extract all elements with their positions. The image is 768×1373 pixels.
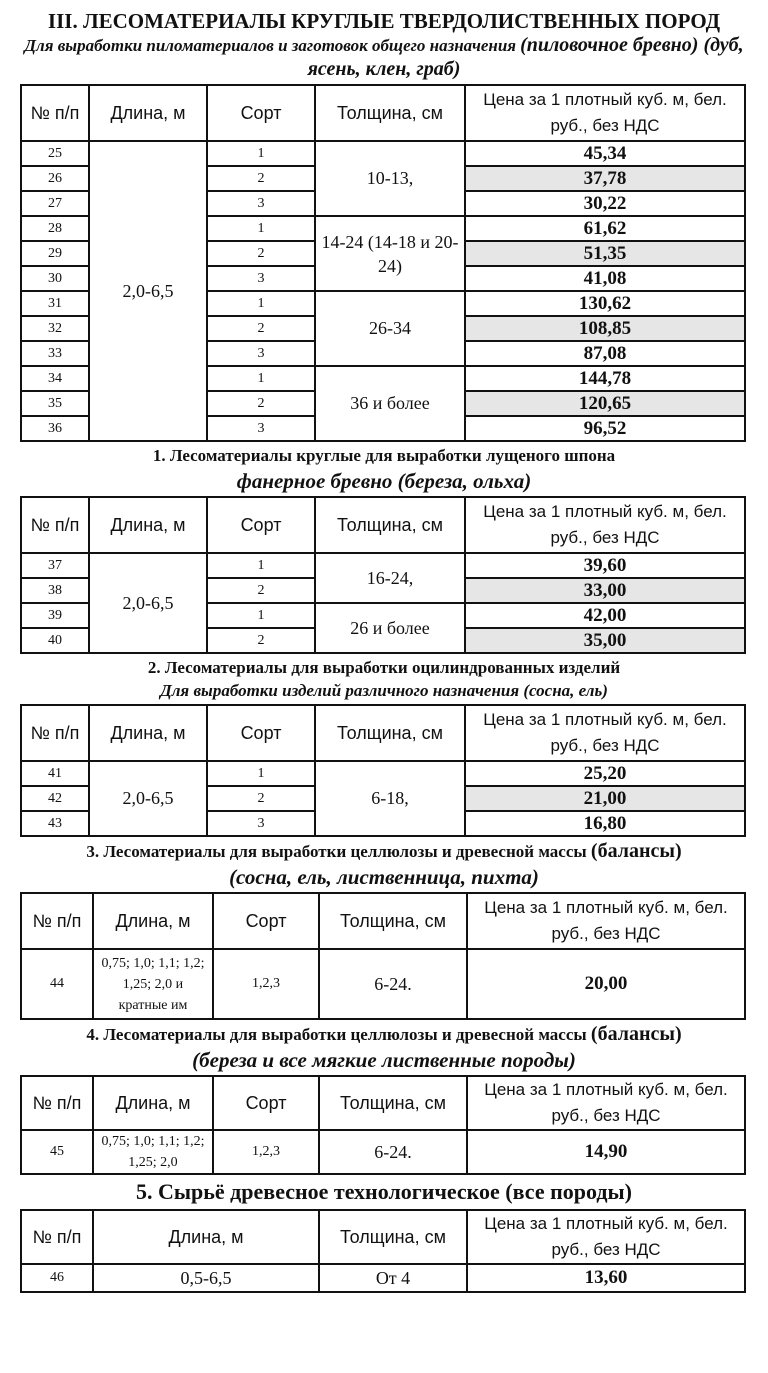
sort-value: 2 (207, 578, 315, 603)
row-no: 27 (21, 191, 89, 216)
sort-value: 2 (207, 391, 315, 416)
col-header-no: № п/п (21, 705, 89, 761)
thickness-value: 6-24. (319, 1130, 467, 1174)
price-value: 42,00 (465, 603, 745, 628)
sort-value: 2 (207, 628, 315, 653)
price-value: 130,62 (465, 291, 745, 316)
section-4-title (18, 1022, 750, 1047)
price-value: 14,90 (467, 1130, 745, 1174)
row-no: 35 (21, 391, 89, 416)
sort-value: 2 (207, 786, 315, 811)
col-header-sort: Сорт (207, 497, 315, 553)
length-value: 2,0-6,5 (89, 761, 207, 836)
main-subtitle (18, 34, 750, 82)
thickness-value: 26-34 (315, 291, 465, 366)
thickness-value: 6-24. (319, 949, 467, 1019)
section-3-title-suffix: (балансы) (590, 840, 682, 862)
col-header-thickness: Толщина, см (315, 497, 465, 553)
table-row (21, 761, 745, 786)
price-value: 30,22 (465, 191, 745, 216)
col-header-sort: Сорт (213, 893, 319, 949)
price-value: 87,08 (465, 341, 745, 366)
row-no: 33 (21, 341, 89, 366)
length-value: 2,0-6,5 (89, 553, 207, 653)
sort-value: 1 (207, 141, 315, 166)
main-title: III. ЛЕСОМАТЕРИАЛЫ КРУГЛЫЕ ТВЕРДОЛИСТВЕННЫХ ПОРОД (47, 9, 721, 33)
price-value: 41,08 (465, 266, 745, 291)
price-value: 39,60 (465, 553, 745, 578)
table-technological-wood (20, 1209, 746, 1293)
sort-value: 3 (207, 191, 315, 216)
col-header-no: № п/п (21, 1210, 93, 1264)
price-value: 51,35 (465, 241, 745, 266)
table-row (21, 949, 745, 1019)
length-value: 0,75; 1,0; 1,1; 1,2; 1,25; 2,0 и кратные им (93, 949, 213, 1019)
row-no: 31 (21, 291, 89, 316)
col-header-no: № п/п (21, 85, 89, 141)
price-value: 108,85 (465, 316, 745, 341)
col-header-price: Цена за 1 плотный куб. м, бел. руб., без НДС (467, 1210, 745, 1264)
col-header-thickness: Толщина, см (315, 85, 465, 141)
row-no: 41 (21, 761, 89, 786)
price-value: 61,62 (465, 216, 745, 241)
row-no: 39 (21, 603, 89, 628)
col-header-price: Цена за 1 плотный куб. м, бел. руб., без НДС (467, 1076, 745, 1130)
sort-value: 2 (207, 316, 315, 341)
table-pulpwood-hardwood (20, 1075, 746, 1175)
thickness-value: От 4 (319, 1264, 467, 1292)
price-value: 120,65 (465, 391, 745, 416)
section-2-subtitle: Для выработки изделий различного назначения (сосна, ель) (160, 681, 608, 700)
row-no: 29 (21, 241, 89, 266)
thickness-value: 10-13, (315, 141, 465, 216)
table-row (21, 1264, 745, 1292)
length-value: 0,75; 1,0; 1,1; 1,2; 1,25; 2,0 (93, 1130, 213, 1174)
main-subtitle-purpose: Для выработки пиломатериалов и заготовок общего назначения (24, 36, 517, 55)
sort-value: 1,2,3 (213, 1130, 319, 1174)
col-header-price: Цена за 1 плотный куб. м, бел. руб., без НДС (465, 85, 745, 141)
section-1-subtitle: фанерное бревно (береза, ольха) (236, 469, 532, 493)
thickness-value: 6-18, (315, 761, 465, 836)
thickness-value: 16-24, (315, 553, 465, 603)
price-value: 37,78 (465, 166, 745, 191)
price-value: 33,00 (465, 578, 745, 603)
sort-value: 1,2,3 (213, 949, 319, 1019)
section-1-title: 1. Лесоматериалы круглые для выработки лущеного шпона (152, 446, 616, 465)
sort-value: 1 (207, 216, 315, 241)
section-3-title (18, 839, 750, 864)
sort-value: 1 (207, 366, 315, 391)
thickness-value: 36 и более (315, 366, 465, 441)
row-no: 44 (21, 949, 93, 1019)
section-4-title-main: 4. Лесоматериалы для выработки целлюлозы и древесной массы (86, 1025, 587, 1044)
col-header-price: Цена за 1 плотный куб. м, бел. руб., без НДС (465, 705, 745, 761)
sort-value: 3 (207, 341, 315, 366)
sort-value: 2 (207, 166, 315, 191)
col-header-thickness: Толщина, см (319, 1210, 467, 1264)
sort-value: 1 (207, 603, 315, 628)
sort-value: 1 (207, 291, 315, 316)
length-value: 0,5-6,5 (93, 1264, 319, 1292)
sort-value: 3 (207, 266, 315, 291)
price-value: 45,34 (465, 141, 745, 166)
row-no: 45 (21, 1130, 93, 1174)
row-no: 42 (21, 786, 89, 811)
col-header-price: Цена за 1 плотный куб. м, бел. руб., без НДС (465, 497, 745, 553)
col-header-length: Длина, м (93, 893, 213, 949)
thickness-value: 26 и более (315, 603, 465, 653)
sort-value: 3 (207, 416, 315, 441)
col-header-length: Длина, м (89, 85, 207, 141)
col-header-sort: Сорт (213, 1076, 319, 1130)
thickness-value: 14-24 (14-18 и 20-24) (315, 216, 465, 291)
row-no: 43 (21, 811, 89, 836)
row-no: 40 (21, 628, 89, 653)
col-header-length: Длина, м (93, 1076, 213, 1130)
main-subtitle-species: (пиловочное бревно) (дуб, ясень, клен, граб) (307, 34, 744, 80)
col-header-sort: Сорт (207, 705, 315, 761)
price-value: 25,20 (465, 761, 745, 786)
sort-value: 1 (207, 553, 315, 578)
row-no: 32 (21, 316, 89, 341)
row-no: 30 (21, 266, 89, 291)
col-header-sort: Сорт (207, 85, 315, 141)
section-2-title: 2. Лесоматериалы для выработки оцилиндрованных изделий (147, 658, 621, 677)
table-hardwood-saw-logs (20, 84, 746, 442)
section-4-subtitle: (береза и все мягкие лиственные породы) (192, 1048, 576, 1072)
section-3-title-main: 3. Лесоматериалы для выработки целлюлозы и древесной массы (86, 842, 587, 861)
row-no: 26 (21, 166, 89, 191)
col-header-no: № п/п (21, 1076, 93, 1130)
row-no: 34 (21, 366, 89, 391)
section-4-title-suffix: (балансы) (590, 1023, 682, 1045)
col-header-no: № п/п (21, 893, 93, 949)
price-value: 20,00 (467, 949, 745, 1019)
price-value: 35,00 (465, 628, 745, 653)
sort-value: 3 (207, 811, 315, 836)
section-3-subtitle: (сосна, ель, лиственница, пихта) (229, 865, 539, 889)
table-pulpwood-conifer (20, 892, 746, 1020)
col-header-thickness: Толщина, см (315, 705, 465, 761)
col-header-length: Длина, м (89, 497, 207, 553)
table-row (21, 553, 745, 578)
sort-value: 1 (207, 761, 315, 786)
sort-value: 2 (207, 241, 315, 266)
row-no: 36 (21, 416, 89, 441)
price-value: 21,00 (465, 786, 745, 811)
length-value: 2,0-6,5 (89, 141, 207, 441)
row-no: 46 (21, 1264, 93, 1292)
table-cylindrical-logs (20, 704, 746, 837)
table-veneer-logs (20, 496, 746, 654)
price-value: 96,52 (465, 416, 745, 441)
table-row (21, 141, 745, 166)
row-no: 28 (21, 216, 89, 241)
row-no: 25 (21, 141, 89, 166)
col-header-thickness: Толщина, см (319, 893, 467, 949)
price-value: 13,60 (467, 1264, 745, 1292)
col-header-length: Длина, м (89, 705, 207, 761)
table-row (21, 1130, 745, 1174)
col-header-thickness: Толщина, см (319, 1076, 467, 1130)
row-no: 38 (21, 578, 89, 603)
section-5-title: 5. Сырьё древесное технологическое (все породы) (135, 1179, 632, 1204)
price-value: 16,80 (465, 811, 745, 836)
col-header-no: № п/п (21, 497, 89, 553)
col-header-price: Цена за 1 плотный куб. м, бел. руб., без НДС (467, 893, 745, 949)
col-header-length: Длина, м (93, 1210, 319, 1264)
price-value: 144,78 (465, 366, 745, 391)
row-no: 37 (21, 553, 89, 578)
